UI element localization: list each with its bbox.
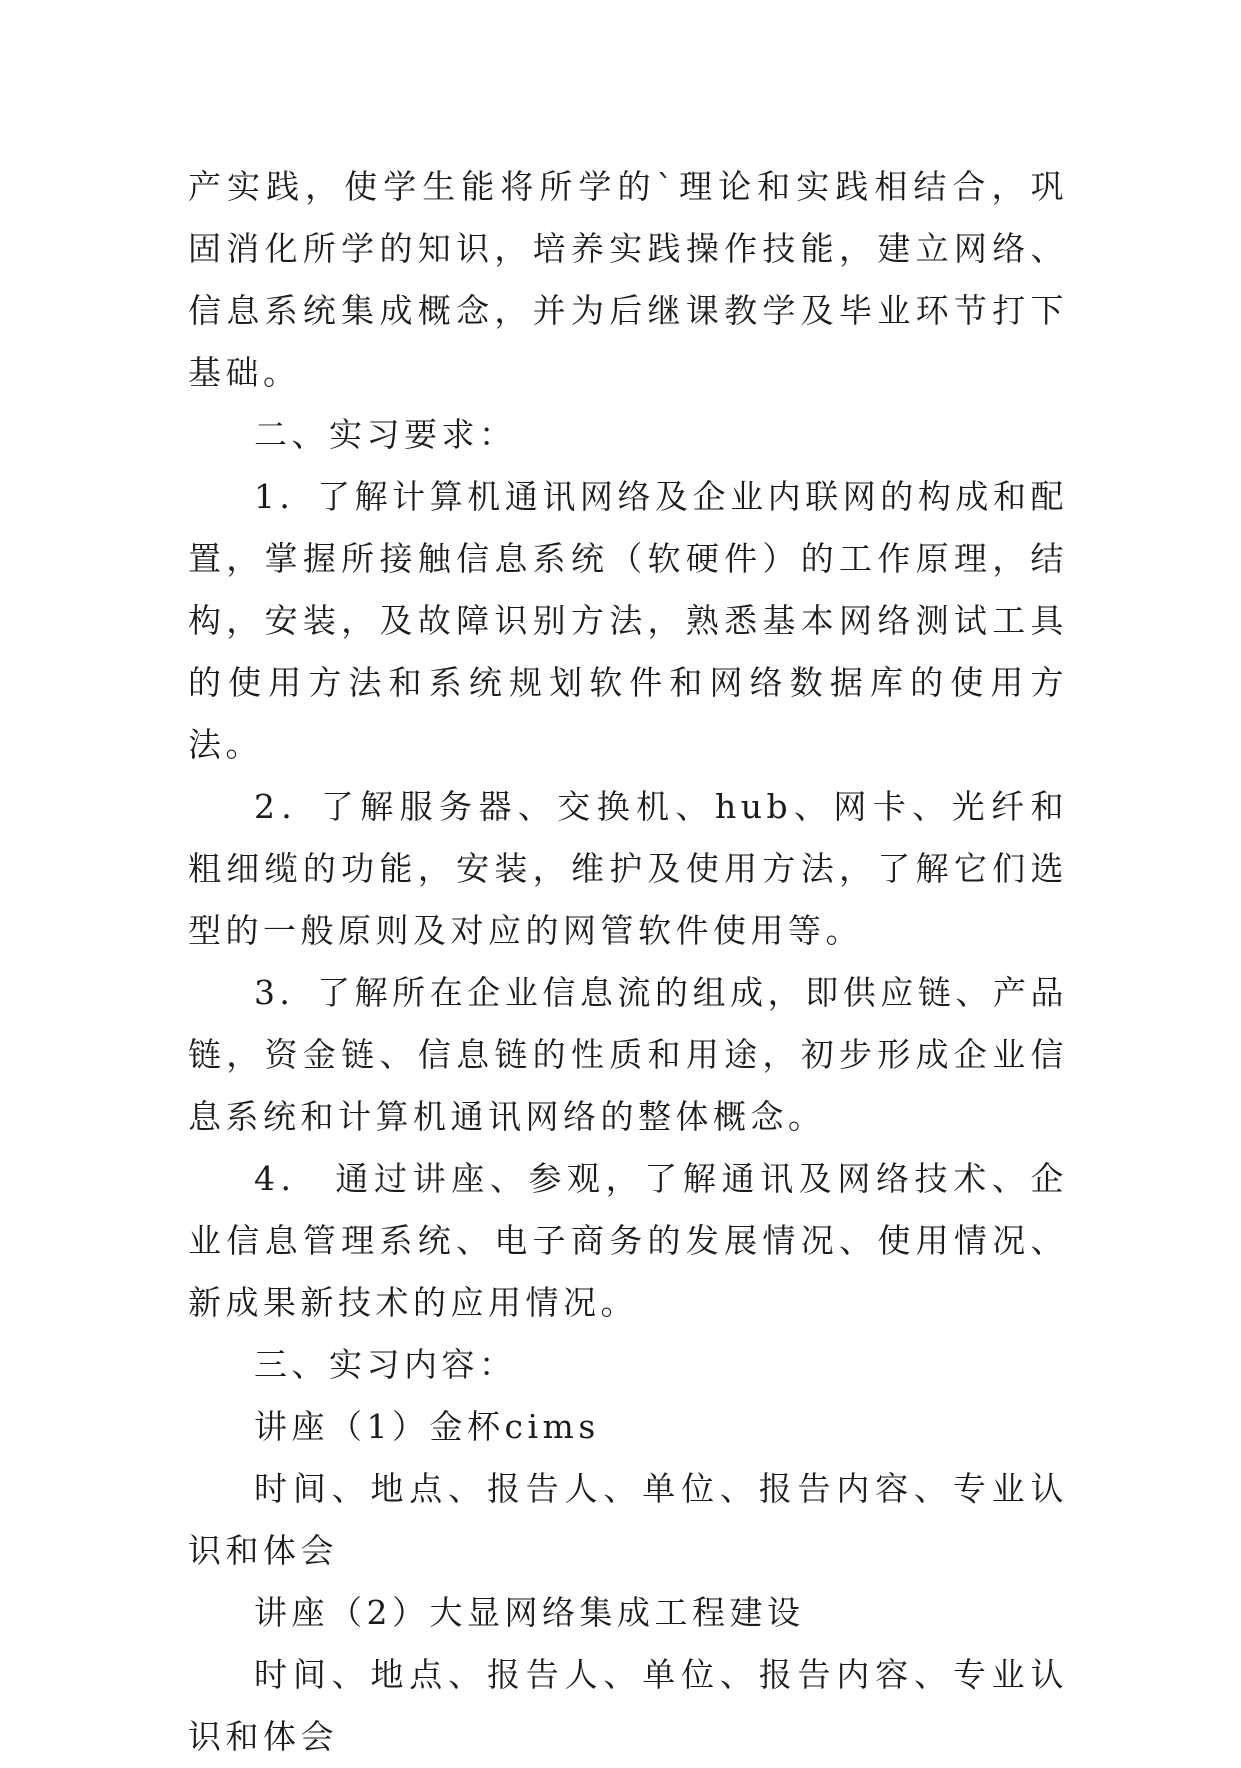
section-heading-content: 三、实习内容： xyxy=(254,1345,517,1384)
lecture-1-details: 时间、地点、报告人、单位、报告内容、专业认识和体会 xyxy=(188,1469,1068,1570)
lecture-2-title: 讲座（2）大显网络集成工程建设 xyxy=(254,1593,805,1632)
lecture-1-title: 讲座（1）金杯cims xyxy=(254,1407,600,1446)
requirement-item-3: 3．了解所在企业信息流的组成，即供应链、产品链，资金链、信息链的性质和用途，初步形成企业信息系统和计算机通讯网络的整体概念。 xyxy=(188,973,1068,1136)
requirement-item-1: 1．了解计算机通讯网络及企业内联网的构成和配置，掌握所接触信息系统（软硬件）的工作原理，结构，安装，及故障识别方法，熟悉基本网络测试工具的使用方法和系统规划软件和网络数据库的使用方法。 xyxy=(188,477,1068,764)
requirement-item-4: 4． 通过讲座、参观，了解通讯及网络技术、企业信息管理系统、电子商务的发展情况、使用情况、新成果新技术的应用情况。 xyxy=(188,1159,1068,1322)
section-heading-requirements: 二、实习要求： xyxy=(254,415,517,454)
requirement-item-2: 2．了解服务器、交换机、hub、网卡、光纤和粗细缆的功能，安装，维护及使用方法，了解它们选型的一般原则及对应的网管软件使用等。 xyxy=(188,787,1068,950)
intro-paragraph-continued: 产实践，使学生能将所学的`理论和实践相结合，巩固消化所学的知识，培养实践操作技能，建立网络、信息系统集成概念，并为后继课教学及毕业环节打下基础。 xyxy=(188,167,1068,392)
lecture-2-details: 时间、地点、报告人、单位、报告内容、专业认识和体会 xyxy=(188,1655,1068,1756)
document-body xyxy=(188,156,1068,1768)
